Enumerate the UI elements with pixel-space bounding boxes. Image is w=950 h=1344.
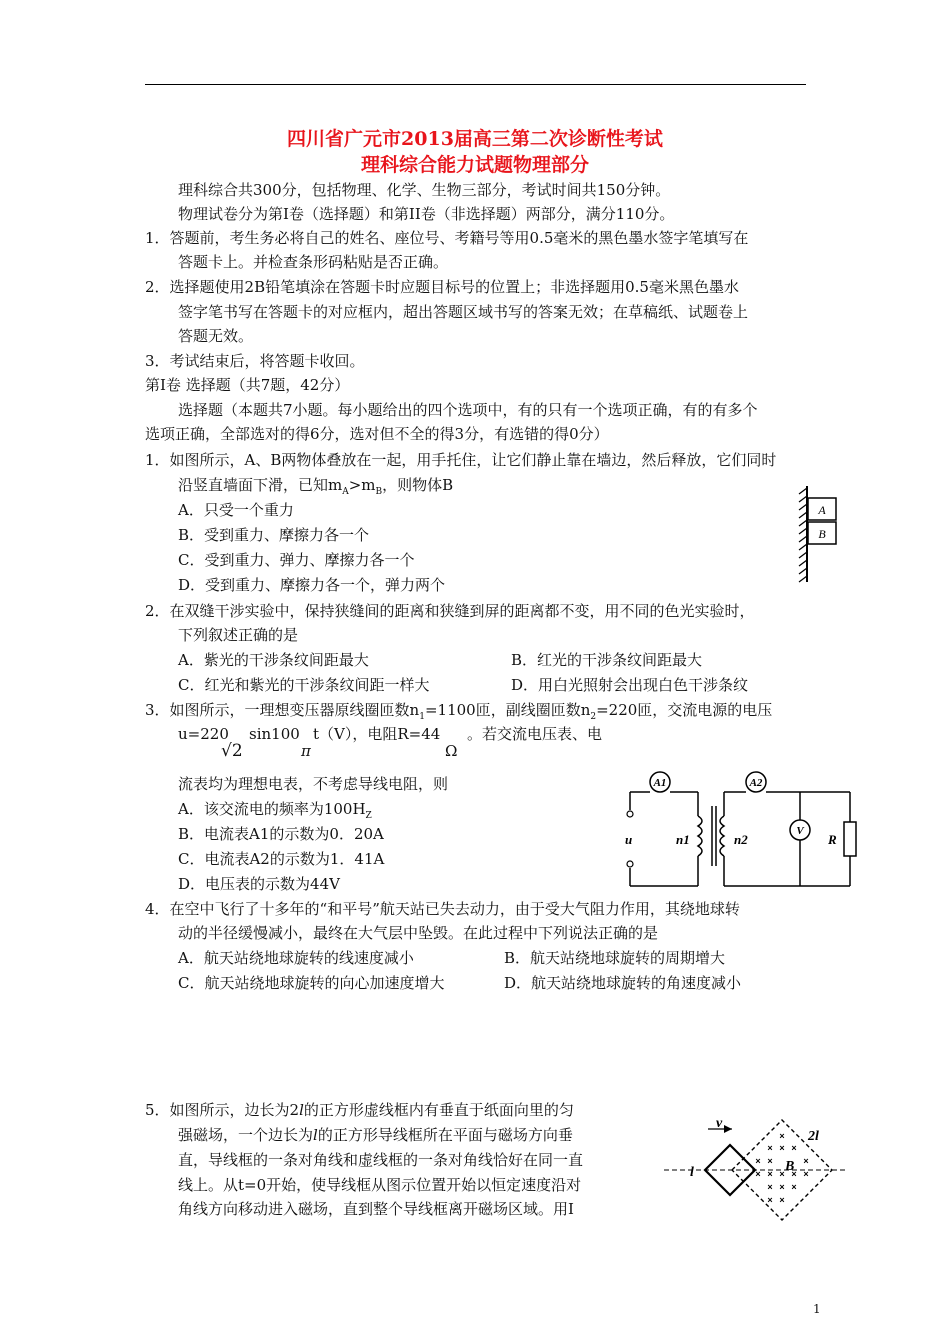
q4-stem: 4．在空中飞行了十多年的“和平号”航天站已失去动力，由于受大气阻力作用，其绕地球转 xyxy=(145,900,740,918)
q2-option-c: C．红光和紫光的干涉条纹间距一样大 xyxy=(178,676,430,694)
svg-text:×: × xyxy=(779,1195,785,1205)
intro-line-2: 物理试卷分为第Ⅰ卷（选择题）和第II卷（非选择题）两部分，满分110分。 xyxy=(178,205,675,223)
voltmeter-label: V xyxy=(796,825,804,837)
q3-option-b: B．电流表A1的示数为0．20A xyxy=(178,825,384,843)
q4-option-a: A．航天站绕地球旋转的线速度减小 xyxy=(178,949,414,967)
svg-text:×: × xyxy=(779,1131,785,1141)
svg-text:×: × xyxy=(767,1182,773,1192)
svg-text:×: × xyxy=(767,1195,773,1205)
q3-stem-resistance: t（V），电阻R=44 xyxy=(313,725,441,743)
q2-option-b: B．红光的干涉条纹间距最大 xyxy=(511,651,703,669)
q3-stem-sin: sin100 xyxy=(249,725,300,743)
terminal-icon xyxy=(627,861,633,867)
svg-text:×: × xyxy=(779,1169,785,1179)
resistor-label: R xyxy=(828,832,837,847)
q1-option-a: A．只受一个重力 xyxy=(178,501,294,519)
q1-stem: 1．如图所示，A、B两物体叠放在一起，用手托住，让它们静止靠在墙边，然后释放，它们同时 xyxy=(145,451,777,469)
q3-stem-voltage: u=220 xyxy=(178,725,229,743)
svg-text:×: × xyxy=(767,1169,773,1179)
q5-stem-5: 角线方向移动进入磁场，直到整个导线框离开磁场区域。用I xyxy=(178,1200,574,1218)
svg-text:×: × xyxy=(791,1143,797,1153)
ammeter-a2-label: A2 xyxy=(749,777,763,789)
svg-text:×: × xyxy=(791,1182,797,1192)
primary-turns-label: n1 xyxy=(676,832,690,847)
q1-option-b: B．受到重力、摩擦力各一个 xyxy=(178,526,370,544)
resistor-icon xyxy=(844,822,856,856)
q3-stem-cont: 流表均为理想电表，不考虑导线电阻，则 xyxy=(178,775,449,793)
q2-stem-cont: 下列叙述正确的是 xyxy=(178,626,299,644)
svg-text:×: × xyxy=(755,1156,761,1166)
velocity-arrow-icon xyxy=(724,1125,732,1133)
q1-option-c: C．受到重力、弹力、摩擦力各一个 xyxy=(178,551,415,569)
svg-text:×: × xyxy=(803,1169,809,1179)
note-2-cont: 签字笔书写在答题卡的对应框内，超出答题区域书写的答案无效；在草稿纸、试题卷上 xyxy=(178,303,749,321)
header-rule xyxy=(145,84,806,85)
q2-option-d: D．用白光照射会出现白色干涉条纹 xyxy=(511,676,749,694)
terminal-icon xyxy=(627,811,633,817)
block-b-label: B xyxy=(818,527,826,541)
velocity-label: v xyxy=(716,1118,723,1131)
q5-stem: 5．如图所示，边长为2l的正方形虚线框内有垂直于纸面向里的匀 xyxy=(145,1101,574,1119)
secondary-turns-label: n2 xyxy=(734,832,748,847)
magnetic-field-figure xyxy=(660,1118,850,1228)
wall-blocks-figure xyxy=(796,484,844,584)
region-side-label: 2l xyxy=(808,1129,819,1144)
note-3: 3．考试结束后，将答题卡收回。 xyxy=(145,352,365,370)
q5-stem-2: 强磁场，一个边长为l的正方形导线框所在平面与磁场方向垂 xyxy=(178,1126,573,1144)
q3-option-c: C．电流表A2的示数为1．41A xyxy=(178,850,385,868)
note-2-cont-2: 答题无效。 xyxy=(178,327,254,345)
omega-symbol: Ω xyxy=(445,742,458,760)
q3-stem: 3．如图所示，一理想变压器原线圈匝数$n_1=1100$匝，副线圈匝数$n_2=220$匝，交流电源的电压 xyxy=(145,701,773,722)
frame-side-label: l xyxy=(690,1165,694,1180)
page-title: 四川省广元市2013届高三第二次诊断性考试 xyxy=(287,128,663,150)
q4-option-d: D．航天站绕地球旋转的角速度减小 xyxy=(504,974,742,992)
q4-option-c: C．航天站绕地球旋转的向心加速度增大 xyxy=(178,974,445,992)
transformer-circuit-figure xyxy=(616,766,860,890)
q2-option-a: A．紫光的干涉条纹间距最大 xyxy=(178,651,369,669)
svg-text:×: × xyxy=(755,1169,761,1179)
field-crosses xyxy=(755,1131,808,1205)
source-label: u xyxy=(625,832,633,847)
svg-text:×: × xyxy=(791,1169,797,1179)
svg-text:×: × xyxy=(767,1156,773,1166)
q4-stem-cont: 动的半径缓慢减小，最终在大气层中坠毁。在此过程中下列说法正确的是 xyxy=(178,924,659,942)
sqrt-two-symbol: √2 xyxy=(221,741,243,761)
svg-text:×: × xyxy=(803,1156,809,1166)
note-1-cont: 答题卡上。并检查条形码粘贴是否正确。 xyxy=(178,253,449,271)
q5-stem-3: 直，导线框的一条对角线和虚线框的一条对角线恰好在同一直 xyxy=(178,1151,584,1169)
svg-text:×: × xyxy=(767,1143,773,1153)
page-subtitle: 理科综合能力试题物理部分 xyxy=(360,154,589,176)
note-2: 2．选择题使用2B铅笔填涂在答题卡时应题目标号的位置上；非选择题用0.5毫米黑色墨水 xyxy=(145,278,739,296)
note-1: 1．答题前，考生务必将自己的姓名、座位号、考籍号等用0.5毫米的黑色墨水签字笔填写在 xyxy=(145,229,749,247)
pi-symbol: π xyxy=(301,742,311,760)
q5-stem-4: 线上。从t=0开始，使导线框从图示位置开始以恒定速度沿对 xyxy=(178,1176,582,1194)
intro-line-1: 理科综合共300分，包括物理、化学、生物三部分，考试时间共150分钟。 xyxy=(178,181,671,199)
block-a-label: A xyxy=(818,503,826,517)
ammeter-a1-label: A1 xyxy=(653,777,667,789)
svg-text:×: × xyxy=(779,1143,785,1153)
q1-stem-cont: 沿竖直墙面下滑，已知$m_A>m_B$，则物体B xyxy=(178,476,454,497)
q1-option-d: D．受到重力、摩擦力各一个，弹力两个 xyxy=(178,576,446,594)
q2-stem: 2．在双缝干涉实验中，保持狭缝间的距离和狭缝到屏的距离都不变，用不同的色光实验时， xyxy=(145,602,755,620)
q3-option-a: A．该交流电的频率为$100H_Z$ xyxy=(178,800,372,821)
q3-option-d: D．电压表的示数为44V xyxy=(178,875,340,893)
page-number: 1 xyxy=(813,1302,821,1316)
field-b-label: B xyxy=(785,1159,795,1174)
q3-stem-meters: 。若交流电压表、电 xyxy=(467,725,603,743)
svg-text:×: × xyxy=(779,1182,785,1192)
section-heading: 第Ⅰ卷 选择题（共7题，42分） xyxy=(145,376,350,394)
q4-option-b: B．航天站绕地球旋转的周期增大 xyxy=(504,949,726,967)
section-desc-cont: 选项正确，全部选对的得6分，选对但不全的得3分，有选错的得0分） xyxy=(145,425,609,443)
section-desc: 选择题（本题共7小题。每小题给出的四个选项中，有的只有一个选项正确，有的有多个 xyxy=(178,401,758,419)
